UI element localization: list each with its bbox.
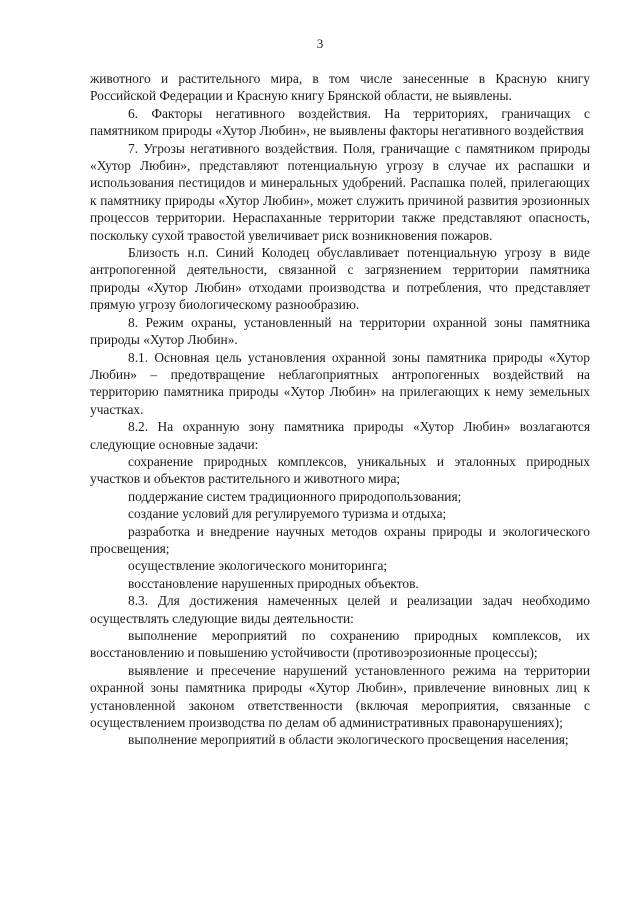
paragraph-7-threats: 7. Угрозы негативного воздействия. Поля, граничащие с памятником природы «Хутор Любин», представляют потенциальную угрозу в случае их распашки и использования пестицидов и минеральных удобрений. Распашка полей, прилегающих к памятнику природы «Хутор Любин», может служить причиной развития эрозионных процессов территории. Нераспаханные территории также представляют опасность, поскольку сухой травостой увеличивает риск возникновения пожаров. [90, 140, 590, 243]
task-item-preservation: сохранение природных комплексов, уникальных и эталонных природных участков и объектов растительного и животного мира; [90, 453, 590, 487]
document-body [90, 70, 590, 749]
paragraph-8-1-main-goal: 8.1. Основная цель установления охранной зоны памятника природы «Хутор Любин» – предотвращение неблагоприятных антропогенных воздействий на территорию памятника природы «Хутор Любин» на прилегающих к нему земельных участках. [90, 349, 590, 417]
task-item-restoration: восстановление нарушенных природных объектов. [128, 575, 419, 591]
paragraph-proximity-threat: Близость н.п. Синий Колодец обуславливает потенциальную угрозу в виде антропогенной деятельности, связанной с загрязнением территории памятника природы «Хутор Любин» отходами производства и потребления, что представляет прямую угрозу биологическому разнообразию. [90, 245, 590, 313]
paragraph-8-protection-regime: 8. Режим охраны, установленный на территории охранной зоны памятника природы «Хутор Любин». [90, 314, 590, 348]
paragraph-6-negative-factors: 6. Факторы негативного воздействия. На территориях, граничащих с памятником природы «Хутор Любин», не выявлены факторы негативного воздействия [90, 105, 590, 139]
page-number: 3 [316, 36, 324, 51]
activity-item-enforcement: выявление и пресечение нарушений установленного режима на территории охранной зоны памятника природы «Хутор Любин», привлечение виновных лиц к установленной законом ответственности (включая мероприятия, связанные с осуществлением производства по делам об административных правонарушениях); [90, 662, 590, 731]
task-item-monitoring: осуществление экологического мониторинга; [128, 558, 388, 574]
paragraph-continuation: животного и растительного мира, в том числе занесенные в Красную книгу Российской Федерации и Красную книгу Брянской области, не выявлены. [90, 71, 590, 104]
paragraph-8-2-tasks-intro: 8.2. На охранную зону памятника природы «Хутор Любин» возлагаются следующие основные задачи: [90, 419, 590, 452]
activity-item-preservation: выполнение мероприятий по сохранению природных комплексов, их восстановлению и повышению устойчивости (противоэрозионные процессы); [90, 628, 590, 661]
paragraph-8-3-activities-intro: 8.3. Для достижения намеченных целей и реализации задач необходимо осуществлять следующие виды деятельности: [90, 593, 590, 626]
activity-item-education: выполнение мероприятий в области экологического просвещения населения; [128, 732, 569, 748]
task-item-traditional-use: поддержание систем традиционного природопользования; [128, 488, 462, 504]
task-item-research: разработка и внедрение научных методов охраны природы и экологического просвещения; [90, 523, 590, 556]
task-item-tourism: создание условий для регулируемого туризма и отдыха; [128, 506, 447, 522]
